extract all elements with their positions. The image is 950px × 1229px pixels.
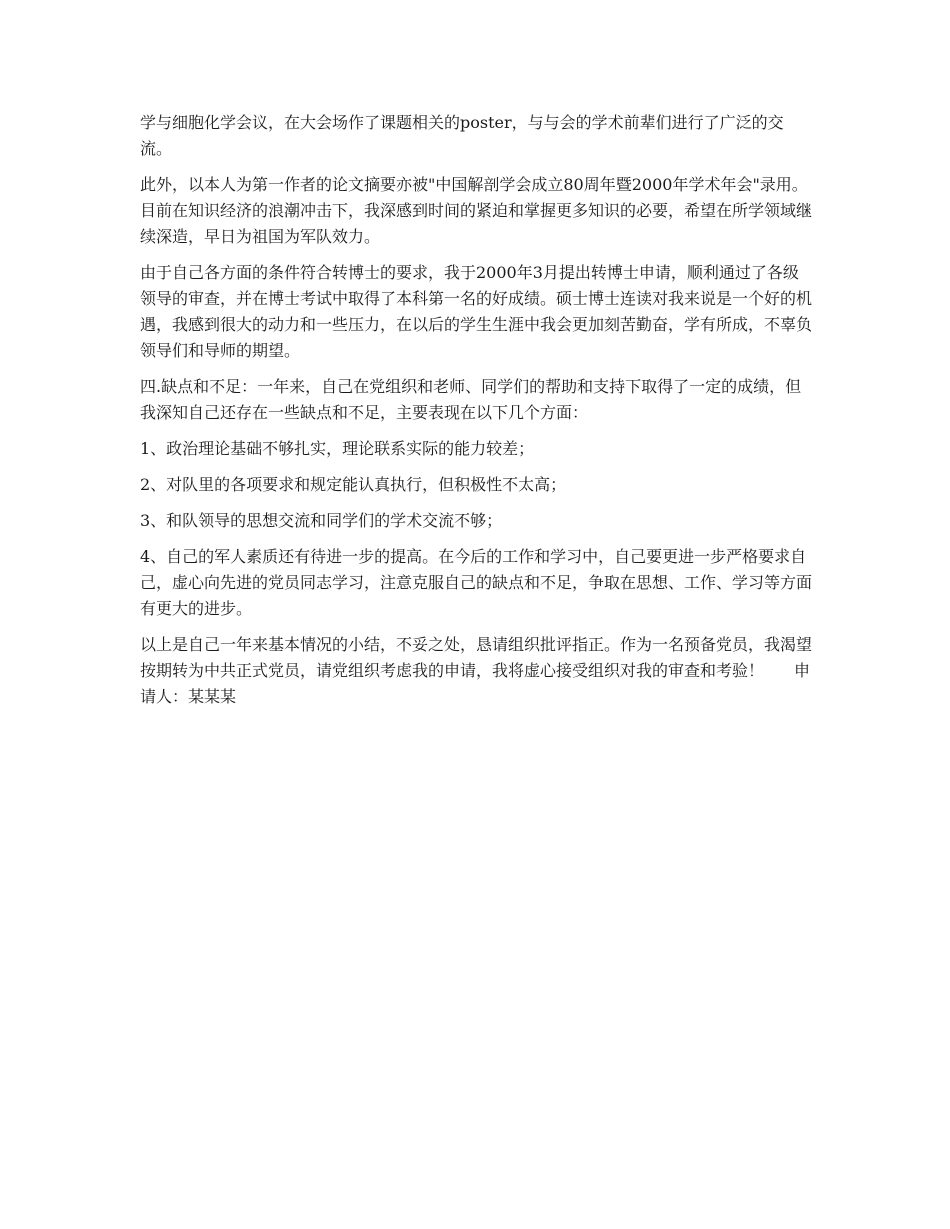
list-item-shortcoming-4: 4、自己的军人素质还有待进一步的提高。在今后的工作和学习中，自己要更进一步严格要求自己，虚心向先进的党员同志学习，注意克服自己的缺点和不足，争取在思想、工作、学习等方面有更大的进步。 [140, 547, 813, 618]
signature: 申请人：某某某 [140, 661, 811, 706]
paragraph-abstract: 此外，以本人为第一作者的论文摘要亦被"中国解剖学会成立80周年暨2000年学术年会"录用。目前在知识经济的浪潮冲击下，我深感到时间的紧迫和掌握更多知识的必要，希望在所学领域继续深造，早日为祖国为军队效力。 [140, 175, 813, 246]
list-item-shortcoming-1: 1、政治理论基础不够扎实，理论联系实际的能力较差； [140, 439, 535, 458]
paragraph-conference: 学与细胞化学会议，在大会场作了课题相关的poster，与与会的学术前辈们进行了广泛的交流。 [140, 113, 784, 158]
closing-text: 以上是自己一年来基本情况的小结，不妥之处，恳请组织批评指正。作为一名预备党员，我渴望按期转为中共正式党员，请党组织考虑我的申请，我将虚心接受组织对我的审查和考验！ [140, 635, 813, 680]
list-item-shortcoming-3: 3、和队领导的思想交流和同学们的学术交流不够； [140, 511, 503, 530]
list-item-shortcoming-2: 2、对队里的各项要求和规定能认真执行，但积极性不太高； [140, 475, 567, 494]
paragraph-shortcomings-intro: 四.缺点和不足：一年来，自己在党组织和老师、同学们的帮助和支持下取得了一定的成绩，但我深知自己还存在一些缺点和不足，主要表现在以下几个方面： [140, 377, 802, 422]
paragraph-phd-transfer: 由于自己各方面的条件符合转博士的要求，我于2000年3月提出转博士申请，顺利通过了各级领导的审查，并在博士考试中取得了本科第一名的好成绩。硕士博士连读对我来说是一个好的机遇，我感到很大的动力和一些压力，在以后的学生生涯中我会更加刻苦勤奋，学有所成，不辜负领导们和导师的期望。 [140, 263, 813, 360]
paragraph-closing [140, 632, 812, 710]
document-body [140, 110, 812, 720]
